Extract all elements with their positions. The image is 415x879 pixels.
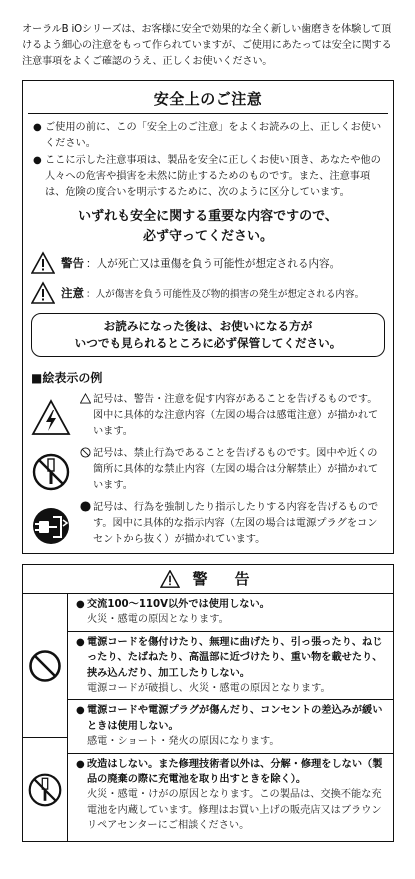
example-text xyxy=(93,392,387,440)
warning-item xyxy=(68,700,393,753)
warning-triangle-icon xyxy=(31,251,55,275)
warning-definition-text: ：人が死亡又は重傷を負う可能性が想定される内容。 xyxy=(86,257,341,270)
warning-item xyxy=(68,594,393,632)
warning-items xyxy=(68,594,393,842)
small-instruction-icon xyxy=(80,501,91,512)
example-description: 記号は、警告・注意を促す内容があることを告げるものです。図中に具体的な注意内容（左図の場合は感電注意）が描かれています。 xyxy=(93,394,379,437)
warning-title: 警 告 xyxy=(192,570,256,588)
warning-triangle-icon xyxy=(160,570,180,588)
example-row xyxy=(31,446,387,494)
warning-item-detail: 火災・感電の原因となります。 xyxy=(87,614,229,626)
caution-triangle-icon xyxy=(31,281,55,305)
warning-icon-column xyxy=(23,594,68,842)
caution-definition xyxy=(31,279,393,307)
warning-definition xyxy=(31,249,393,277)
emphasis-text xyxy=(23,207,393,247)
warning-item-detail: 感電・ショート・発火の原因になります。 xyxy=(87,736,280,748)
small-prohibition-icon xyxy=(80,447,91,458)
small-triangle-icon xyxy=(80,393,91,404)
safety-title: 安全上のご注意 xyxy=(28,85,388,114)
warning-label: 警告 xyxy=(61,256,84,270)
warning-item-detail: 電源コードが破損し、火災・感電の原因となります。 xyxy=(87,683,331,695)
warning-item-heading: ● 改造はしない。また修理技術者以外は、分解・修理をしない（製品の廃棄の際に充電池を取り出すときを除く）。 xyxy=(76,757,389,788)
examples-heading: ■絵表示の例 xyxy=(31,371,103,385)
example-row xyxy=(31,392,387,440)
keep-line-2: いつでも見られるところに必ず保管してください。 xyxy=(74,336,342,350)
electric-shock-warning-icon xyxy=(31,398,71,438)
intro-paragraph: オーラルB iOシリーズは、お客様に安全で効果的な全く新しい歯磨きを体験して頂けるよう細心の注意をもって作られていますが、ご使用にあたっては安全に関する注意事項をよくご確認のうえ、正しくお使いください。 xyxy=(22,24,392,67)
warning-header xyxy=(23,565,393,594)
safety-bullet: ● ご使用の前に、この「安全上のご注意」をよくお読みの上、正しくお使いください。 xyxy=(33,120,383,152)
prohibition-cell xyxy=(23,594,67,738)
warning-item xyxy=(68,754,393,837)
emphasis-line-1: いずれも安全に関する重要な内容ですので、 xyxy=(78,209,338,224)
warning-item xyxy=(68,632,393,701)
example-text xyxy=(93,446,387,494)
no-disassembly-icon xyxy=(27,772,63,808)
emphasis-line-2: 必ず守ってください。 xyxy=(142,229,273,244)
safety-notice-box xyxy=(22,80,394,554)
example-text xyxy=(93,500,387,548)
prohibition-icon xyxy=(28,649,62,683)
unplug-icon xyxy=(31,506,71,546)
safety-bullets xyxy=(33,120,383,201)
warning-item-heading: ● 交流100〜110V以外では使用しない。 xyxy=(76,597,389,612)
keep-line-1: お読みになった後は、お使いになる方が xyxy=(103,319,313,333)
caution-label: 注意 xyxy=(61,286,84,300)
warning-box xyxy=(22,564,394,842)
safety-bullet: ● ここに示した注意事項は、製品を安全に正しくお使い頂き、あなたや他の人々への危害や損害を未然に防止するためのものです。また、注意事項は、危険の度合いを明示するために、次のように区分しています。 xyxy=(33,153,383,201)
keep-manual-notice xyxy=(31,313,385,357)
warning-table xyxy=(23,594,393,842)
warning-item-detail: 火災・感電・けがの原因となります。この製品は、交換不能な充電池を内蔵しています。修理はお買い上げの販売店又はブラウンリペアセンターにご相談ください。 xyxy=(87,789,382,832)
warning-item-heading: ● 電源コードを傷付けたり、無理に曲げたり、引っ張ったり、ねじったり、たばねたり、高温部に近づけたり、重い物を載せたり、挟み込んだり、加工したりしない。 xyxy=(76,635,389,681)
example-description: 記号は、行為を強制したり指示したりする内容を告げるものです。図中に具体的な指示内容（左図の場合は電源プラグをコンセントから抜く）が描かれています。 xyxy=(93,502,379,545)
example-description: 記号は、禁止行為であることを告げるものです。図中や近くの箇所に具体的な禁止内容（左図の場合は分解禁止）が描かれています。 xyxy=(93,448,379,491)
no-disassembly-cell xyxy=(23,738,67,842)
warning-item-heading: ● 電源コードや電源プラグが傷んだり、コンセントの差込みが緩いときは使用しない。 xyxy=(76,703,389,734)
caution-definition-text: ：人が傷害を負う可能性及び物的損害の発生が想定される内容。 xyxy=(86,289,365,300)
example-row xyxy=(31,500,387,548)
no-disassembly-icon xyxy=(31,452,71,492)
